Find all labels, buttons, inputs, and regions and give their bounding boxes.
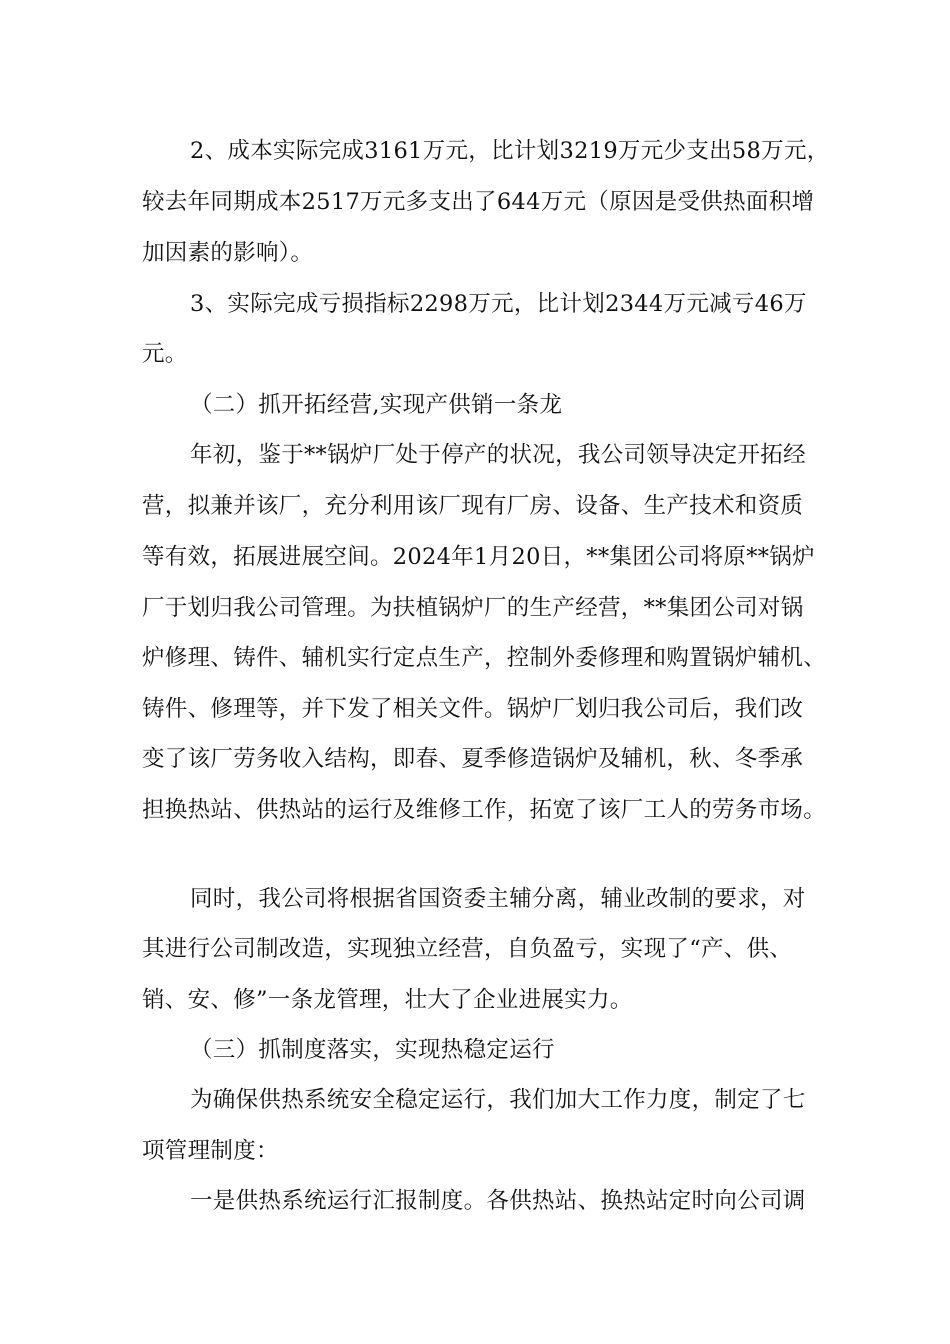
paragraph-line: 营，拟兼并该厂，充分利用该厂现有厂房、设备、生产技术和资质 <box>142 493 804 519</box>
section-heading: （三）抓制度落实，实现热稳定运行 <box>190 1037 555 1063</box>
paragraph-line: 等有效，拓展进展空间。2024年1月20日，**集团公司将原**锅炉 <box>142 544 815 570</box>
paragraph-line: 元。 <box>142 341 188 367</box>
paragraph-line: 加因素的影响）。 <box>142 240 314 266</box>
paragraph-line: 销、安、修”一条龙管理，壮大了企业进展实力。 <box>142 987 633 1013</box>
paragraph-line: 担换热站、供热站的运行及维修工作，拓宽了该厂工人的劳务市场。 <box>142 797 827 823</box>
paragraph-line: 炉修理、铸件、辅机实行定点生产，控制外委修理和购置锅炉辅机、 <box>142 645 827 671</box>
paragraph-line: 为确保供热系统安全稳定运行，我们加大工作力度，制定了七 <box>190 1087 806 1113</box>
paragraph-line: 年初，鉴于**锅炉厂处于停产的状况，我公司领导决定开拓经 <box>190 442 806 468</box>
paragraph-line: 一是供热系统运行汇报制度。各供热站、换热站定时向公司调 <box>190 1188 806 1214</box>
paragraph-line: 铸件、修理等，并下发了相关文件。锅炉厂划归我公司后，我们改 <box>142 696 804 722</box>
paragraph-line: 变了该厂劳务收入结构，即春、夏季修造锅炉及辅机，秋、冬季承 <box>142 746 804 772</box>
paragraph-line: 3、实际完成亏损指标2298万元，比计划2344万元减亏46万 <box>190 291 807 317</box>
paragraph-line: 较去年同期成本2517万元多支出了644万元（原因是受供热面积增 <box>142 189 815 215</box>
paragraph-line: 同时，我公司将根据省国资委主辅分离，辅业改制的要求，对 <box>190 886 806 912</box>
paragraph-line: 厂于划归我公司管理。为扶植锅炉厂的生产经营，**集团公司对锅 <box>142 595 804 621</box>
paragraph-line: 其进行公司制改造，实现独立经营，自负盈亏，实现了“产、供、 <box>142 936 793 962</box>
paragraph-line: 2、成本实际完成3161万元，比计划3219万元少支出58万元， <box>190 138 830 164</box>
section-heading: （二）抓开拓经营,实现产供销一条龙 <box>190 392 563 418</box>
paragraph-line: 项管理制度： <box>142 1138 279 1164</box>
